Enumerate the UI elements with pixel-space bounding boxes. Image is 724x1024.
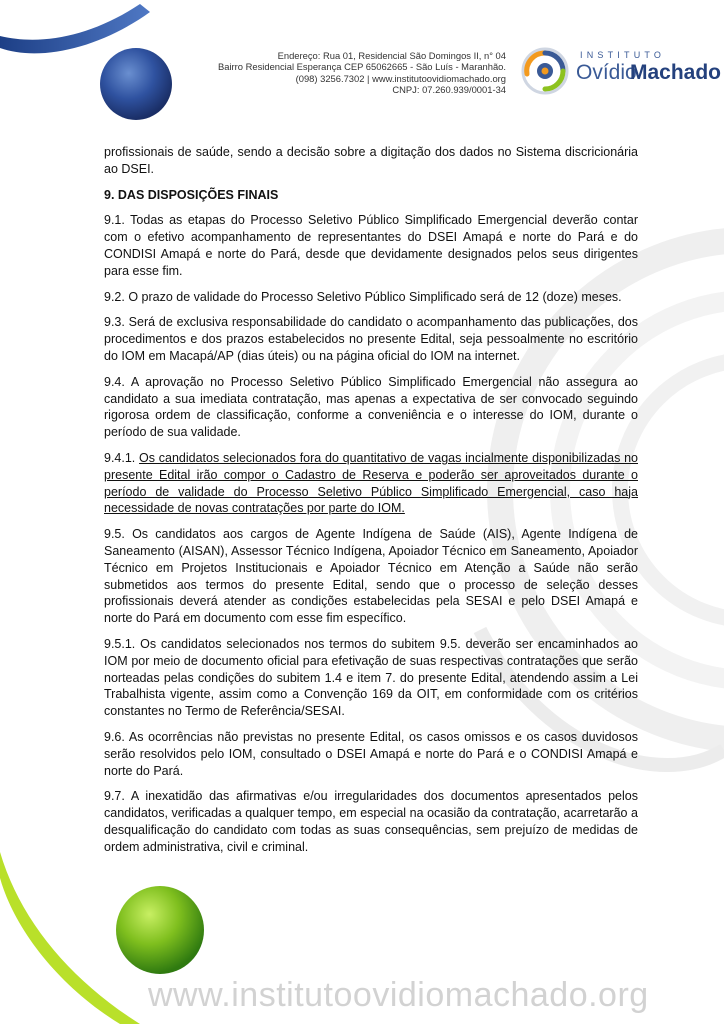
paragraph-9-4-1-text: Os candidatos selecionados fora do quantitativo de vagas incialmente disponibilizadas no presente Edital irão compor o Cadastro de Reserva e poderão ser aproveitados durante o período de validade do Processo Seletivo Público Simplificado Emergencial, caso haja necessidade de novas contratações por parte do IOM. [104, 450, 638, 516]
paragraph-9-5-1: 9.5.1. Os candidatos selecionados nos termos do subitem 9.5. deverão ser encaminhados ao IOM por meio de documento oficial para efetivação de suas respectivas contratações que serão norteadas pelas condições do subitem 1.4 e item 7. do presente Edital, atendendo assim a Lei Trabalhista vigente, assim como a Convenção 169 da OIT, em conformidade com os critérios constantes no Termo de Referência/SESAI. [104, 636, 638, 719]
paragraph-9-4-1-number: 9.4.1. [104, 450, 136, 465]
address-line: Endereço: Rua 01, Residencial São Domingos II, n° 04 [277, 50, 506, 61]
cnpj-line: CNPJ: 07.260.939/0001-34 [392, 84, 506, 96]
contact-line: (098) 3256.7302 | www.institutoovidiomachado.org [295, 72, 506, 84]
paragraph-9-4-1 [104, 450, 638, 517]
logo-swirl-icon [518, 44, 572, 98]
section-title: 9. DAS DISPOSIÇÕES FINAIS [104, 187, 279, 202]
paragraph-9-4: 9.4. A aprovação no Processo Seletivo Público Simplificado Emergencial não assegura ao candidato a sua imediata contratação, mas apenas a expectativa de ser convocado seguindo rigorosa ordem de classificação, conforme a conveniência e o interesse do IOM, durante o período de sua validade. [104, 374, 638, 440]
institute-logo [516, 44, 722, 98]
top-left-decoration [0, 0, 200, 140]
paragraph-intro: profissionais de saúde, sendo a decisão sobre a digitação dos dados no Sistema discricionária ao DSEI. [104, 145, 638, 176]
paragraph-9-1: 9.1. Todas as etapas do Processo Seletivo Público Simplificado Emergencial deverão contar com o efetivo acompanhamento de representantes do DSEI Amapá e norte do Pará e do CONDISI Amapá e norte do Pará, desde que devidamente designados pelos seus dirigentes para esse fim. [104, 213, 638, 278]
paragraph-9-5: 9.5. Os candidatos aos cargos de Agente Indígena de Saúde (AIS), Agente Indígena de Saneamento (AISAN), Assessor Técnico Indígena, Apoiador Técnico em Saneamento, Apoiador Técnico em Projetos Institucionais e Apoiador Técnico em Atenção a Saúde não serão submetidos aos termos do presente Edital, sendo que o processo de seleção desses profissionais deverá atender as condições estabelecidas pela SESAI e pelo DSEI Amapá e norte do Pará em documento com esse fim específico. [104, 527, 638, 626]
footer-website: www.institutoovidiomachado.org [148, 976, 649, 1014]
paragraph-9-7: 9.7. A inexatidão das afirmativas e/ou irregularidades dos documentos apresentados pelos candidatos, verificadas a qualquer tempo, em especial na ocasião da contratação, acarretarão a desqualificação do candidato com todas as suas consequências, sem prejuízo de medidas de ordem administrativa, civil e criminal. [104, 789, 638, 854]
document-body [104, 144, 638, 864]
paragraph-9-3: 9.3. Será de exclusiva responsabilidade do candidato o acompanhamento das publicações, dos procedimentos e dos prazos estabelecidos no presente Edital, seja pessoalmente no escritório do IOM em Macapá/AP (dias úteis) ou na página oficial do IOM na internet. [104, 315, 638, 363]
address-line: Bairro Residencial Esperança CEP 65062665 - São Luís - Maranhão. [217, 61, 506, 73]
logo-institute-word: INSTITUTO [580, 50, 666, 60]
paragraph-9-6: 9.6. As ocorrências não previstas no presente Edital, os casos omissos e os casos duvidosos serão resolvidos pelo IOM, consultado o DSEI Amapá e norte do Pará e o CONDISI Amapá e norte do Pará. [104, 729, 638, 778]
header-address [218, 50, 506, 96]
paragraph-9-2: 9.2. O prazo de validade do Processo Seletivo Público Simplificado será de 12 (doze) meses. [104, 289, 622, 304]
logo-name-light: Ovídio [576, 61, 637, 84]
logo-name-bold: Machado [630, 61, 722, 84]
